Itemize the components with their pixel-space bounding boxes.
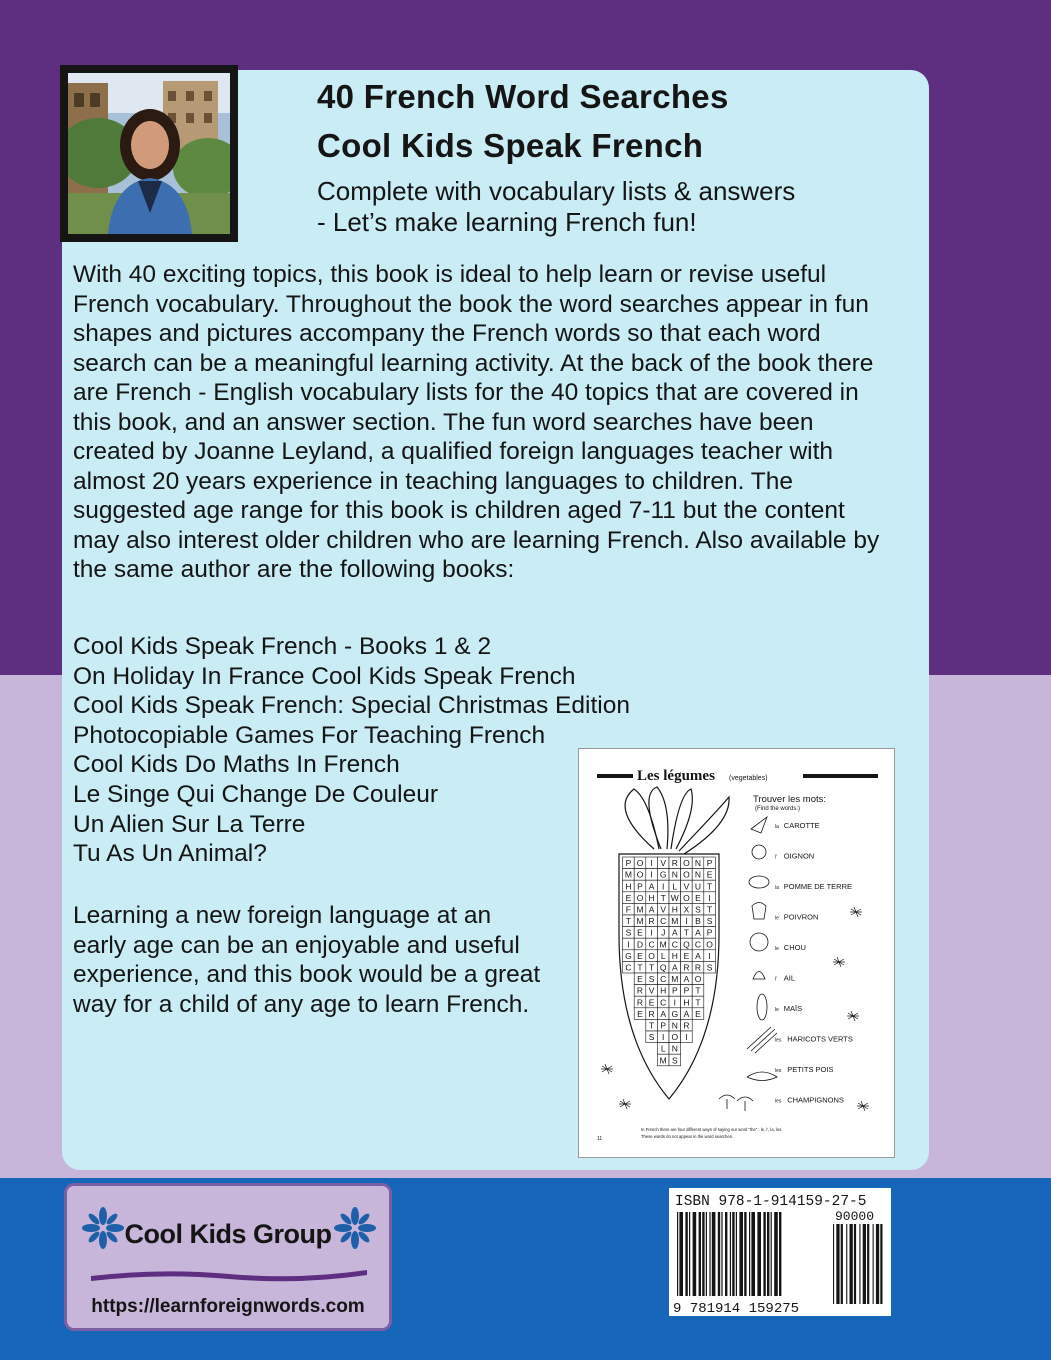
grid-letter: T	[706, 881, 713, 892]
addon-barcode-bars	[833, 1224, 883, 1304]
barcode-bar	[693, 1212, 697, 1296]
sample-footnote-2: These words do not appear in the word searches.	[641, 1134, 733, 1139]
subtitle	[317, 176, 795, 238]
barcode-bar	[751, 1212, 755, 1296]
grid-letter: M	[671, 974, 679, 985]
grid-letter: R	[648, 916, 655, 927]
grid-letter: A	[660, 1008, 667, 1019]
grid-letter: A	[648, 904, 655, 915]
grid-letter: S	[648, 1032, 655, 1043]
word-article: l'	[775, 854, 778, 861]
word-item: CHAMPIGNONS	[787, 1095, 844, 1105]
cabbage-icon	[750, 933, 768, 951]
grid-letter: R	[648, 1008, 655, 1019]
grid-letter: W	[670, 892, 679, 903]
grid-letter: C	[694, 939, 702, 950]
book-item: Le Singe Qui Change De Couleur	[73, 780, 439, 808]
barcode-bar	[689, 1212, 690, 1296]
garlic-icon	[753, 972, 765, 980]
barcode-bar	[725, 1212, 727, 1296]
barcode-bar	[677, 1212, 678, 1296]
sample-word-list	[775, 821, 853, 1105]
grid-letter: H	[648, 892, 655, 903]
grid-letter: I	[650, 927, 653, 938]
barcode-bar	[706, 1212, 707, 1296]
barcode-bar	[774, 1212, 778, 1296]
author-photo	[60, 65, 238, 242]
vegetable-icons	[719, 817, 777, 1111]
grid-letter: M	[659, 939, 667, 950]
star-icon	[847, 1011, 859, 1021]
publisher-name: Cool Kids Group	[124, 1219, 332, 1249]
barcode-bar	[699, 1212, 701, 1296]
barcode-bar	[730, 1212, 731, 1296]
book-description: With 40 exciting topics, this book is ideal to help learn or revise useful French vocabulary. Throughout the book the word searches appear in fun shapes and pictures accompany the French words so that each word search can be a meaningful learning activity. At the back of the book there are French - English vocabulary lists for the 40 topics that are covered in this book, and an answer section. The fun word searches have been created by Joanne Leyland, a qualified foreign languages teacher with almost 20 years experience in teaching languages to children. The suggested age range for this book is children aged 7-11 but the content may also interest older children who are learning French. Also available by the same author are the following books:	[73, 261, 880, 583]
publisher-logo	[64, 1183, 392, 1331]
word-article: les	[775, 1098, 782, 1105]
grid-letter: C	[660, 997, 667, 1008]
grid-letter: M	[671, 916, 679, 927]
logo-flourish	[89, 1266, 369, 1282]
grid-letter: R	[683, 962, 690, 973]
grid-letter: A	[695, 927, 701, 938]
pepper-icon	[752, 903, 766, 920]
grid-letter: R	[683, 1020, 690, 1031]
grid-letter: T	[648, 1020, 655, 1031]
grid-letter: T	[660, 892, 666, 903]
addon-bar	[859, 1224, 860, 1304]
barcode-bar	[779, 1212, 781, 1296]
grid-letter: O	[636, 858, 644, 869]
addon-bar	[833, 1224, 834, 1304]
grid-letter: X	[683, 904, 690, 915]
subtitle-line-2: - Let’s make learning French fun!	[317, 207, 697, 237]
barcode-bar	[709, 1212, 710, 1296]
star-icon	[850, 907, 862, 917]
grid-letter: Q	[659, 962, 667, 973]
sample-heading-note: (vegetables)	[729, 775, 768, 782]
grid-letter: A	[648, 881, 655, 892]
grid-letter: I	[650, 869, 653, 880]
grid-letter: P	[671, 985, 678, 996]
word-item: POMME DE TERRE	[783, 882, 853, 891]
corn-icon	[757, 994, 767, 1020]
word-item: CHOU	[783, 943, 806, 952]
barcode-digits: 9 781914 159275	[673, 1301, 800, 1316]
mushroom-icon	[719, 1095, 735, 1109]
grid-letter: H	[671, 950, 678, 961]
barcode-bar	[718, 1212, 720, 1296]
peas-icon	[747, 1072, 777, 1081]
grid-letter: O	[694, 974, 702, 985]
star-icon	[833, 957, 845, 967]
grid-letter: I	[673, 997, 676, 1008]
book-item: Cool Kids Do Maths In French	[73, 751, 400, 779]
grid-letter: R	[671, 858, 678, 869]
word-item: MAÏS	[783, 1004, 803, 1013]
grid-letter: J	[661, 927, 666, 938]
word-article: les	[775, 1037, 782, 1044]
barcode-bar	[721, 1212, 722, 1296]
grid-letter: M	[659, 1055, 667, 1066]
grid-letter: C	[648, 939, 655, 950]
barcode-bars	[677, 1212, 781, 1296]
grid-letter: P	[706, 927, 713, 938]
grid-letter: H	[660, 985, 667, 996]
grid-letter: V	[660, 904, 667, 915]
grid-letter: T	[683, 927, 690, 938]
grid-letter: I	[650, 858, 653, 869]
addon-bar	[846, 1224, 847, 1304]
barcode-bar	[685, 1212, 687, 1296]
word-article: le	[775, 915, 779, 922]
grid-letter: T	[648, 962, 655, 973]
grid-letter: O	[706, 939, 713, 950]
grid-letter: L	[660, 1043, 666, 1054]
grid-letter: P	[625, 858, 632, 869]
grid-letter: A	[683, 974, 690, 985]
grid-letter: P	[660, 1020, 667, 1031]
grid-letter: N	[694, 858, 702, 869]
grid-letter: A	[683, 1008, 690, 1019]
grid-letter: O	[683, 869, 690, 880]
green-beans-icon	[747, 1027, 777, 1053]
grid-letter: T	[695, 997, 701, 1008]
isbn-barcode	[669, 1188, 891, 1316]
book-item: Cool Kids Speak French: Special Christmas Edition	[73, 692, 630, 720]
publisher-url: https://learnforeignwords.com	[91, 1296, 365, 1317]
barcode-bar	[702, 1212, 704, 1296]
carrot-leaves	[625, 787, 729, 854]
grid-letter: R	[694, 962, 702, 973]
grid-letter: H	[625, 881, 632, 892]
grid-letter: E	[648, 997, 655, 1008]
addon-bar	[867, 1224, 869, 1304]
barcode-bar	[744, 1212, 746, 1296]
addon-bar	[854, 1224, 856, 1304]
subtitle-line-1: Complete with vocabulary lists & answers	[317, 176, 796, 206]
grid-letter: M	[636, 904, 644, 915]
grid-letter: P	[683, 985, 690, 996]
grid-letter: V	[648, 985, 655, 996]
sample-footnote-1: In French there are four different ways of saying our word "the" : le, l', la, les.	[641, 1127, 783, 1132]
grid-letter: I	[708, 950, 711, 961]
barcode-bar	[736, 1212, 737, 1296]
barcode-bar	[771, 1212, 772, 1296]
grid-letter: O	[636, 869, 644, 880]
barcode-bar	[739, 1212, 743, 1296]
book-item: Cool Kids Speak French - Books 1 & 2	[73, 633, 492, 660]
addon-bar	[876, 1224, 879, 1304]
grid-letter: V	[683, 881, 690, 892]
grid-letter: H	[671, 904, 678, 915]
grid-letter: E	[625, 892, 632, 903]
grid-letter: E	[706, 869, 713, 880]
barcode-bar	[732, 1212, 734, 1296]
grid-letter: A	[671, 927, 678, 938]
grid-letter: M	[624, 869, 632, 880]
grid-letter: I	[662, 881, 665, 892]
grid-letter: O	[648, 950, 655, 961]
word-item: HARICOTS VERTS	[787, 1034, 853, 1044]
star-icon	[857, 1101, 869, 1111]
grid-letter: E	[683, 950, 690, 961]
grid-letter: A	[695, 950, 701, 961]
word-item: PETITS POIS	[787, 1065, 834, 1074]
book-item: Un Alien Sur La Terre	[73, 810, 306, 838]
grid-letter: E	[637, 974, 643, 985]
grid-letter: P	[706, 858, 713, 869]
grid-letter: R	[636, 985, 644, 996]
addon-bar	[863, 1224, 866, 1304]
grid-letter: S	[706, 962, 713, 973]
book-item: On Holiday In France Cool Kids Speak French	[73, 662, 576, 690]
barcode-bar	[767, 1212, 769, 1296]
grid-letter: N	[671, 869, 678, 880]
grid-letter: C	[671, 939, 678, 950]
grid-letter: O	[683, 892, 690, 903]
book-item: Tu As Un Animal?	[73, 840, 267, 868]
grid-letter: T	[637, 962, 643, 973]
word-item: OIGNON	[783, 851, 815, 861]
grid-letter: S	[625, 927, 632, 938]
word-article: les	[775, 1068, 782, 1074]
grid-letter: H	[683, 997, 690, 1008]
grid-letter: E	[637, 1008, 643, 1019]
grid-letter: T	[625, 916, 632, 927]
grid-letter: U	[694, 881, 702, 892]
grid-letter: R	[636, 997, 644, 1008]
grid-letter: P	[637, 881, 643, 892]
grid-letter: O	[671, 1032, 679, 1043]
grid-letter: B	[695, 916, 701, 927]
grid-letter: G	[671, 1008, 679, 1019]
grid-letter: A	[671, 962, 678, 973]
grid-letter: S	[695, 904, 701, 915]
addon-bar	[850, 1224, 853, 1304]
grid-letter: E	[695, 892, 701, 903]
sample-page-preview	[578, 748, 895, 1158]
potato-icon	[749, 876, 769, 888]
onion-icon	[752, 845, 766, 859]
grid-letter: N	[694, 869, 702, 880]
grid-letter: G	[625, 950, 632, 961]
addon-bar	[880, 1224, 882, 1304]
barcode-bar	[757, 1212, 761, 1296]
grid-letter: S	[648, 974, 655, 985]
isbn-label: ISBN 978-1-914159-27-5	[675, 1194, 867, 1210]
grid-letter: I	[685, 1032, 688, 1043]
books-list	[73, 632, 630, 869]
series-title: Cool Kids Speak French	[317, 127, 704, 164]
grid-letter: T	[695, 985, 701, 996]
word-article: la	[775, 824, 779, 830]
addon-bar	[841, 1224, 843, 1304]
word-search-grid	[623, 857, 716, 1066]
word-article: la	[775, 885, 779, 891]
barcode-bar	[749, 1212, 750, 1296]
grid-letter: V	[660, 858, 667, 869]
grid-letter: D	[636, 939, 644, 950]
grid-letter: E	[637, 950, 643, 961]
grid-letter: N	[671, 1043, 678, 1054]
word-item: AIL	[783, 973, 796, 983]
grid-letter: T	[706, 904, 713, 915]
book-item: Photocopiable Games For Teaching French	[73, 721, 546, 749]
grid-letter: C	[660, 974, 667, 985]
closing-paragraph: Learning a new foreign language at an early age can be an enjoyable and useful experience, and this book would be a great way for a child of any age to learn French.	[73, 902, 541, 1018]
addon-bar	[836, 1224, 839, 1304]
grid-letter: G	[659, 869, 667, 880]
grid-letter: O	[683, 858, 690, 869]
grid-letter: L	[672, 881, 678, 892]
grid-letter: S	[671, 1055, 678, 1066]
addon-bar	[873, 1224, 874, 1304]
word-article: l'	[775, 976, 778, 983]
sample-heading: Les légumes	[637, 768, 715, 784]
grid-letter: E	[637, 927, 643, 938]
book-title: 40 French Word Searches	[317, 78, 729, 115]
word-article: le	[775, 946, 779, 952]
sample-find-sub: (Find the words:)	[755, 806, 801, 812]
grid-letter: L	[660, 950, 666, 961]
barcode-bar	[712, 1212, 716, 1296]
sample-find-title: Trouver les mots:	[753, 794, 827, 805]
grid-letter: F	[625, 904, 632, 915]
barcode-bar	[679, 1212, 683, 1296]
barcode-svg	[669, 1188, 891, 1316]
word-item: POIVRON	[783, 912, 819, 922]
barcode-bar	[763, 1212, 765, 1296]
grid-letter: M	[636, 916, 644, 927]
grid-letter: I	[662, 1032, 665, 1043]
word-item: CAROTTE	[783, 821, 820, 830]
grid-letter: C	[660, 916, 667, 927]
carrot-icon	[751, 817, 767, 833]
grid-letter: O	[636, 892, 644, 903]
grid-letter: I	[685, 916, 688, 927]
star-icon	[619, 1099, 631, 1109]
price-code: 90000	[835, 1209, 875, 1224]
grid-letter: E	[695, 1008, 701, 1019]
word-article: le	[775, 1007, 779, 1013]
mushroom-icon	[737, 1097, 753, 1111]
grid-letter: C	[625, 962, 632, 973]
grid-letter: Q	[683, 939, 690, 950]
author-photo-image	[68, 73, 230, 234]
grid-letter: S	[706, 916, 713, 927]
sample-page-svg	[579, 749, 894, 1157]
sample-page-number: 11	[597, 1136, 603, 1142]
star-icon	[601, 1064, 613, 1074]
grid-letter: I	[627, 939, 630, 950]
grid-letter: N	[671, 1020, 678, 1031]
grid-letter: I	[708, 892, 711, 903]
